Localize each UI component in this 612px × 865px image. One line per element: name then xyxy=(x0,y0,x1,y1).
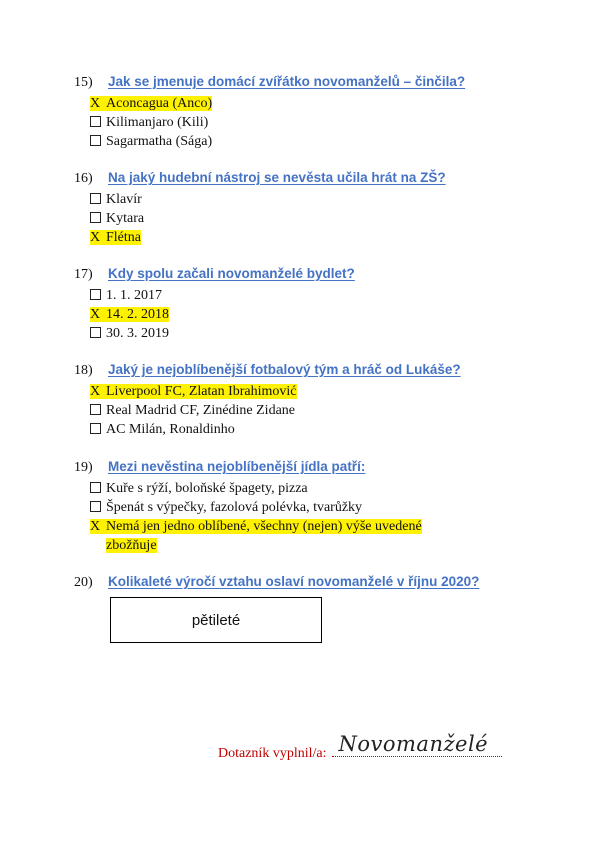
option-selected[interactable] xyxy=(90,228,594,247)
option[interactable] xyxy=(90,113,594,132)
option-label: 14. 2. 2018 xyxy=(106,307,169,322)
question-text: Kdy spolu začali novomanželé bydlet? xyxy=(108,266,355,281)
checkbox-icon[interactable] xyxy=(90,212,101,223)
question-number: 19) xyxy=(74,460,93,475)
question-text: Kolikaleté výročí vztahu oslaví novomanželé v říjnu 2020? xyxy=(108,574,480,589)
x-mark: X xyxy=(90,307,101,322)
footer xyxy=(218,732,502,762)
option-label: Liverpool FC, Zlatan Ibrahimović xyxy=(106,384,297,399)
checkbox-icon[interactable] xyxy=(90,289,101,300)
option-selected[interactable] xyxy=(90,382,594,401)
option-label-continuation: zbožňuje xyxy=(106,538,157,553)
option-label: 30. 3. 2019 xyxy=(106,326,169,341)
answer-value: pětileté xyxy=(191,611,241,629)
checkbox-icon[interactable] xyxy=(90,193,101,204)
question-19 xyxy=(74,459,594,555)
option-label: Real Madrid CF, Zinédine Zidane xyxy=(106,403,295,418)
option-label: AC Milán, Ronaldinho xyxy=(106,422,235,437)
x-mark: X xyxy=(90,519,101,534)
question-text: Mezi nevěstina nejoblíbenější jídla patří: xyxy=(108,459,366,474)
option[interactable] xyxy=(90,132,594,151)
checkbox-icon[interactable] xyxy=(90,404,101,415)
x-mark: X xyxy=(90,384,101,399)
option[interactable] xyxy=(90,209,594,228)
option-label: Aconcagua (Anco) xyxy=(106,96,213,111)
checkbox-icon[interactable] xyxy=(90,135,101,146)
question-number: 18) xyxy=(74,363,93,378)
x-mark: X xyxy=(90,96,101,111)
option-label: Nemá jen jedno oblíbené, všechny (nejen) výše uvedené xyxy=(106,519,422,534)
question-number: 16) xyxy=(74,171,93,186)
checkbox-icon[interactable] xyxy=(90,116,101,127)
checkbox-icon[interactable] xyxy=(90,501,101,512)
question-text: Na jaký hudební nástroj se nevěsta učila hrát na ZŠ? xyxy=(108,170,446,185)
question-number: 15) xyxy=(74,75,93,90)
option-label: Kuře s rýží, boloňské špagety, pizza xyxy=(106,481,308,496)
signature: Novomanželé xyxy=(338,732,489,756)
answer-field[interactable] xyxy=(110,597,322,643)
option-selected[interactable] xyxy=(90,517,594,555)
x-mark: X xyxy=(90,230,101,245)
option-selected[interactable] xyxy=(90,305,594,324)
question-text: Jak se jmenuje domácí zvířátko novomanželů – činčila? xyxy=(108,74,466,89)
option[interactable] xyxy=(90,324,594,343)
question-15 xyxy=(74,74,594,151)
question-18 xyxy=(74,362,594,439)
option-selected[interactable] xyxy=(90,94,594,113)
option[interactable] xyxy=(90,420,594,439)
question-text: Jaký je nejoblíbenější fotbalový tým a hráč od Lukáše? xyxy=(108,362,461,377)
option-label: 1. 1. 2017 xyxy=(106,288,162,303)
checkbox-icon[interactable] xyxy=(90,482,101,493)
question-20 xyxy=(74,574,594,594)
checkbox-icon[interactable] xyxy=(90,423,101,434)
checkbox-icon[interactable] xyxy=(90,327,101,338)
option[interactable] xyxy=(90,479,594,498)
question-16 xyxy=(74,170,594,247)
option[interactable] xyxy=(90,190,594,209)
question-number: 20) xyxy=(74,575,93,590)
option-label: Klavír xyxy=(106,192,142,207)
signature-line[interactable] xyxy=(332,732,502,757)
option-label: Špenát s výpečky, fazolová polévka, tvarůžky xyxy=(106,500,363,515)
option[interactable] xyxy=(90,498,594,517)
option-label: Sagarmatha (Sága) xyxy=(106,134,213,149)
footer-label: Dotazník vyplnil/a: xyxy=(218,746,327,761)
option-label: Kilimanjaro (Kili) xyxy=(106,115,209,130)
option-label: Kytara xyxy=(106,211,145,226)
question-17 xyxy=(74,266,594,343)
option[interactable] xyxy=(90,286,594,305)
option-label: Flétna xyxy=(106,230,141,245)
option[interactable] xyxy=(90,401,594,420)
question-number: 17) xyxy=(74,267,93,282)
